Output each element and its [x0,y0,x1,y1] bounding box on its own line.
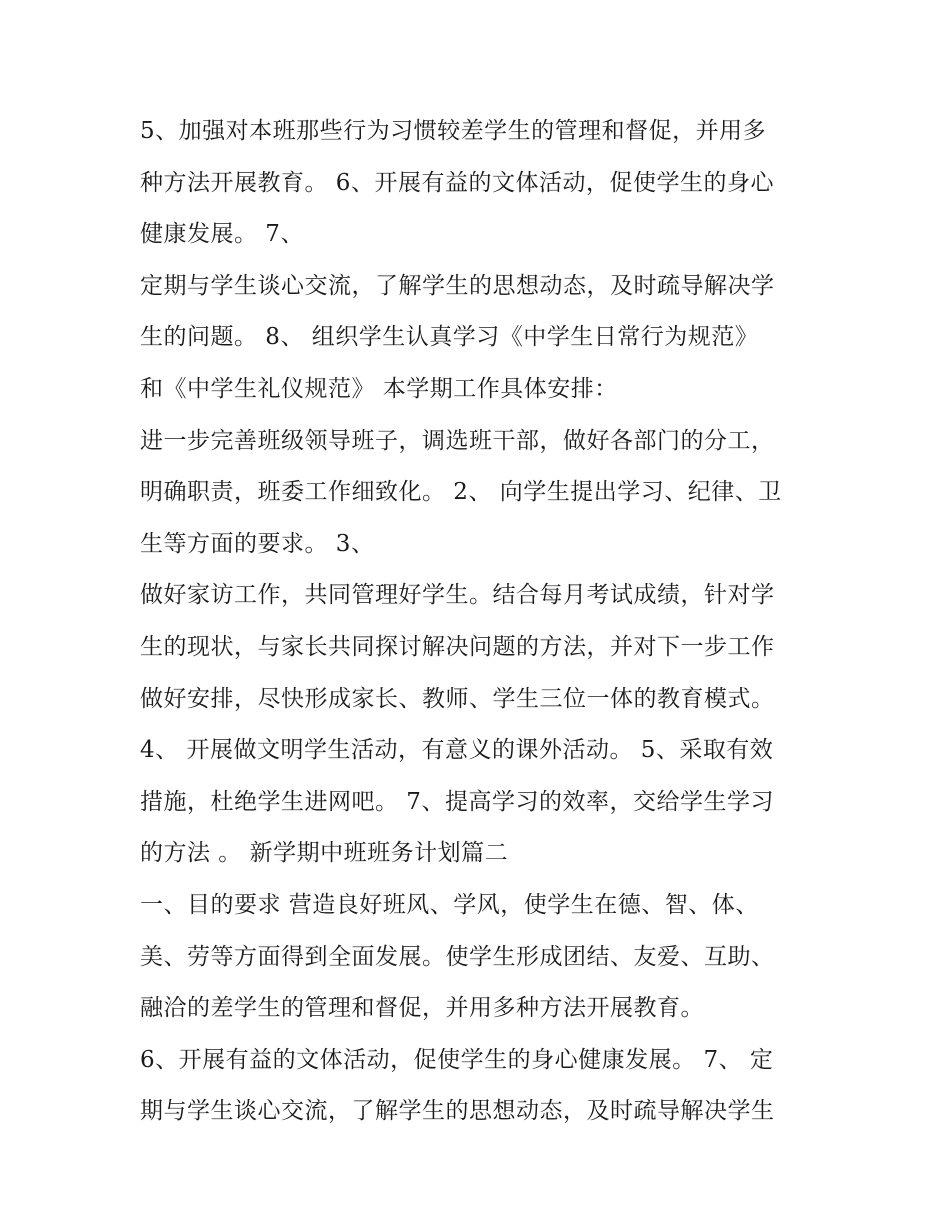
text-line-16: 一、目的要求 营造良好班风、学风，使学生在德、智、体、 [140,891,759,918]
text-line-10: 做好家访工作，共同管理好学生。结合每月考试成绩，针对学 [140,582,775,609]
text-line-18: 融洽的差学生的管理和督促，并用多种方法开展教育。 [140,995,704,1022]
text-line-6: 和《中学生礼仪规范》 本学期工作具体安排： [140,375,618,402]
text-line-17: 美、劳等方面得到全面发展。使学生形成团结、友爱、互助、 [140,943,775,970]
text-line-20: 期与学生谈心交流，了解学生的思想动态，及时疏导解决学生 [140,1098,775,1125]
text-line-7: 进一步完善班级领导班子，调选班干部，做好各部门的分工， [140,427,775,454]
text-line-13: 4、 开展做文明学生活动，有意义的课外活动。 5、采取有效 [140,737,774,764]
text-line-3: 健康发展。 7、 [140,221,304,248]
text-line-5: 生的问题。 8、 组织学生认真学习《中学生日常行为规范》 [140,324,759,351]
text-line-4: 定期与学生谈心交流，了解学生的思想动态，及时疏导解决学 [140,272,775,299]
text-line-11: 生的现状，与家长共同探讨解决问题的方法，并对下一步工作 [140,633,775,660]
text-line-19: 6、开展有益的文体活动，促使学生的身心健康发展。 7、 定 [140,1046,774,1073]
text-line-1: 5、加强对本班那些行为习惯较差学生的管理和督促，并用多 [140,118,767,144]
body-text [140,106,830,1138]
text-line-9: 生等方面的要求。 3、 [140,530,375,557]
text-line-2: 种方法开展教育。 6、开展有益的文体活动，促使学生的身心 [140,169,774,196]
text-line-12: 做好安排，尽快形成家长、教师、学生三位一体的教育模式。 [140,685,775,712]
text-line-8: 明确职责，班委工作细致化。 2、 向学生提出学习、纪律、卫 [140,479,782,506]
text-line-15: 的方法 。 新学期中班班务计划篇二 [140,840,509,867]
text-line-14: 措施，杜绝学生进网吧。 7、提高学习的效率，交给学生学习 [140,788,774,815]
